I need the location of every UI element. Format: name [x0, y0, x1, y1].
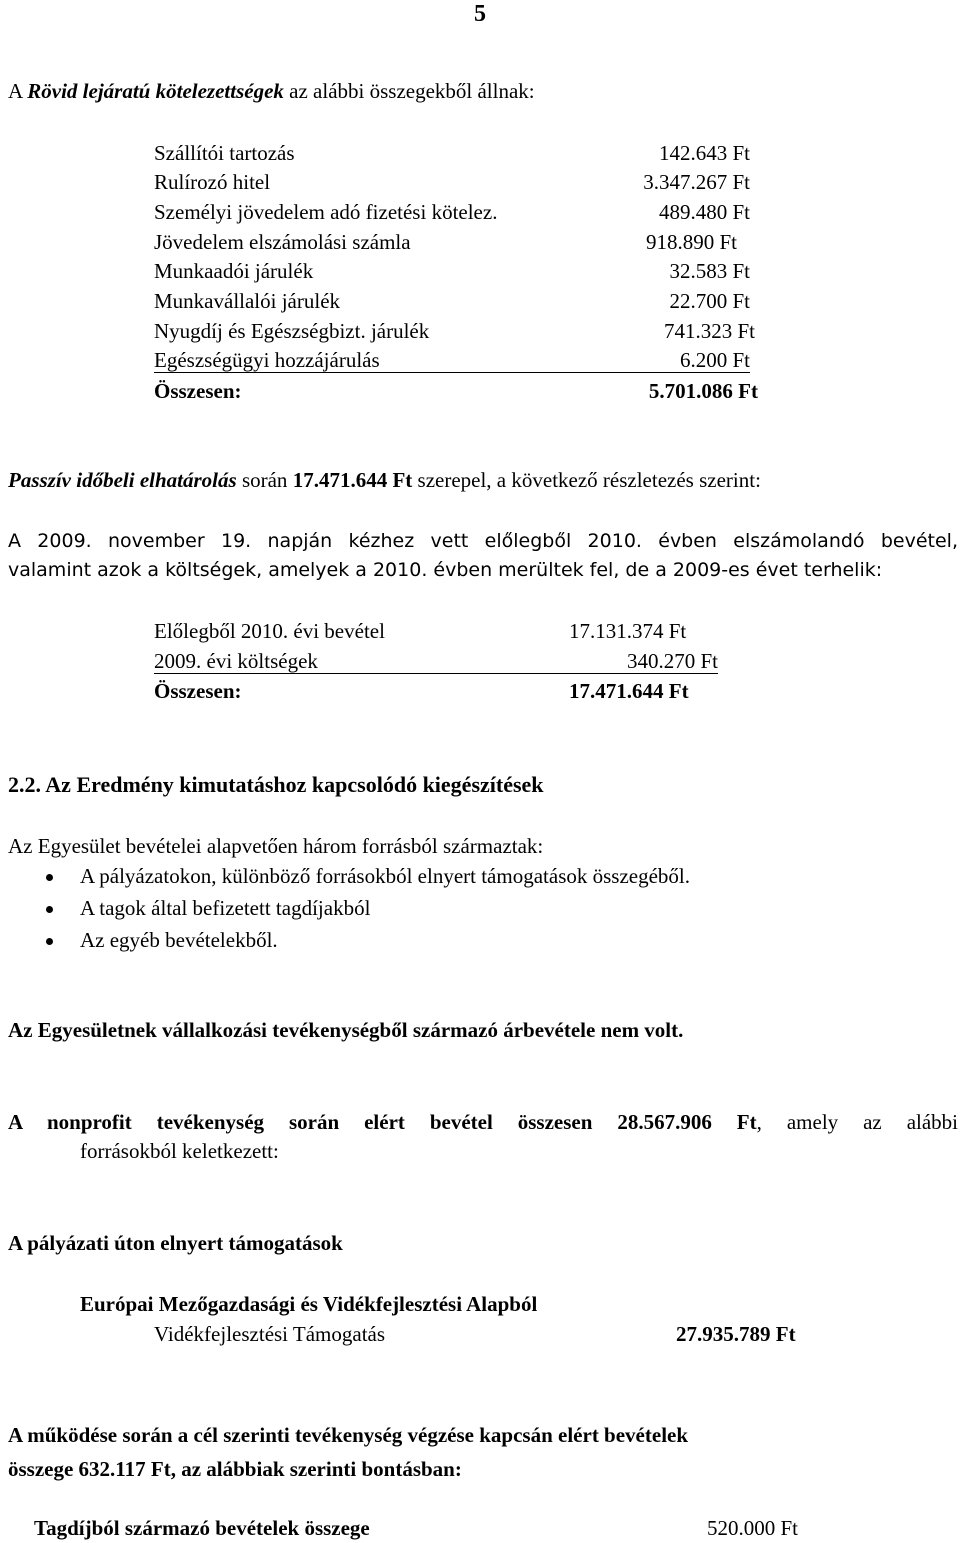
total-underline [154, 673, 718, 674]
liability-amount: 3.347.267 Ft [643, 170, 750, 194]
liability-label: Nyugdíj és Egészségbizt. járulék [154, 319, 430, 343]
bullet-icon [46, 938, 53, 945]
short-term-liabilities-term: Rövid lejáratú kötelezettségek [27, 79, 284, 103]
section-heading: 2.2. Az Eredmény kimutatáshoz kapcsolódó kiegészítések [8, 772, 544, 797]
accrual-paragraph-line: A 2009. november 19. napján kézhez vett előlegből 2010. évben elszámolandó bevétel, [8, 530, 958, 552]
liability-label: Jövedelem elszámolási számla [154, 230, 411, 254]
nonprofit-line-2: forrásokból keletkezett: [80, 1139, 279, 1163]
liability-amount: 918.890 Ft [645, 230, 737, 254]
core-income-line: összege 632.117 Ft, az alábbiak szerinti bontásban: [8, 1457, 462, 1481]
accrual-total-amount: 17.471.644 Ft [569, 679, 689, 703]
accrual-line [8, 470, 761, 491]
liabilities-total-label: Összesen: [154, 379, 242, 403]
accrual-amount: 17.471.644 Ft [292, 468, 413, 492]
accrual-item-amount: 340.270 Ft [626, 649, 718, 673]
bullet-icon [46, 906, 53, 913]
intro-prefix: A [8, 79, 28, 103]
liability-label: Munkaadói járulék [154, 259, 314, 283]
liabilities-intro [8, 81, 535, 102]
liability-label: Egészségügyi hozzájárulás [154, 348, 380, 372]
accrual-item-amount: 17.131.374 Ft [569, 619, 687, 643]
nonprofit-rest: , amely az alábbi [756, 1110, 959, 1134]
accrual-item-label: 2009. évi költségek [154, 649, 318, 673]
accrual-suffix: szerepel, a következő részletezés szerint: [412, 468, 761, 492]
liabilities-total-amount: 5.701.086 Ft [648, 379, 758, 403]
grant-item-label: Vidékfejlesztési Támogatás [154, 1322, 386, 1346]
liability-label: Személyi jövedelem adó fizetési kötelez. [154, 200, 498, 224]
accrual-paragraph-line: valamint azok a költségek, amelyek a 2010. évben merültek fel, de a 2009-es évet terhelik: [8, 559, 883, 581]
core-income-line: A működése során a cél szerinti tevékenység végzése kapcsán elért bevételek [8, 1423, 689, 1447]
grants-heading: A pályázati úton elnyert támogatások [8, 1231, 343, 1255]
total-underline [154, 372, 750, 373]
membership-label: Tagdíjból származó bevételek összege [34, 1516, 370, 1540]
income-source-item: A tagok által befizetett tagdíjakból [80, 896, 371, 920]
accrual-total-label: Összesen: [154, 679, 242, 703]
income-source-item: Az egyéb bevételekből. [80, 928, 278, 952]
accrual-term: Passzív időbeli elhatárolás [8, 468, 237, 492]
liability-label: Rulírozó hitel [154, 170, 271, 194]
liability-amount: 22.700 Ft [669, 289, 750, 313]
income-source-item: A pályázatokon, különböző forrásokból elnyert támogatások összegéből. [80, 864, 691, 888]
no-business-statement: Az Egyesületnek vállalkozási tevékenységből származó árbevétele nem volt. [8, 1018, 684, 1042]
liability-amount: 142.643 Ft [658, 141, 750, 165]
accrual-middle: során [236, 468, 293, 492]
accrual-item-label: Előlegből 2010. évi bevétel [154, 619, 385, 643]
membership-amount: 520.000 Ft [707, 1516, 799, 1540]
intro-suffix: az alábbi összegekből állnak: [283, 79, 535, 103]
liability-amount: 6.200 Ft [679, 348, 750, 372]
liability-label: Munkavállalói járulék [154, 289, 341, 313]
liability-amount: 741.323 Ft [663, 319, 755, 343]
nonprofit-line [8, 1112, 958, 1133]
liability-amount: 489.480 Ft [658, 200, 750, 224]
grant-source: Európai Mezőgazdasági és Vidékfejlesztési Alapból [80, 1292, 538, 1316]
nonprofit-total: A nonprofit tevékenység során elért bevétel összesen 28.567.906 Ft [8, 1110, 757, 1134]
bullet-icon [46, 874, 53, 881]
page-number: 5 [474, 1, 486, 27]
income-intro: Az Egyesület bevételei alapvetően három forrásból származtak: [8, 834, 544, 858]
liability-amount: 32.583 Ft [669, 259, 750, 283]
grant-item-amount: 27.935.789 Ft [676, 1322, 796, 1346]
liability-label: Szállítói tartozás [154, 141, 295, 165]
